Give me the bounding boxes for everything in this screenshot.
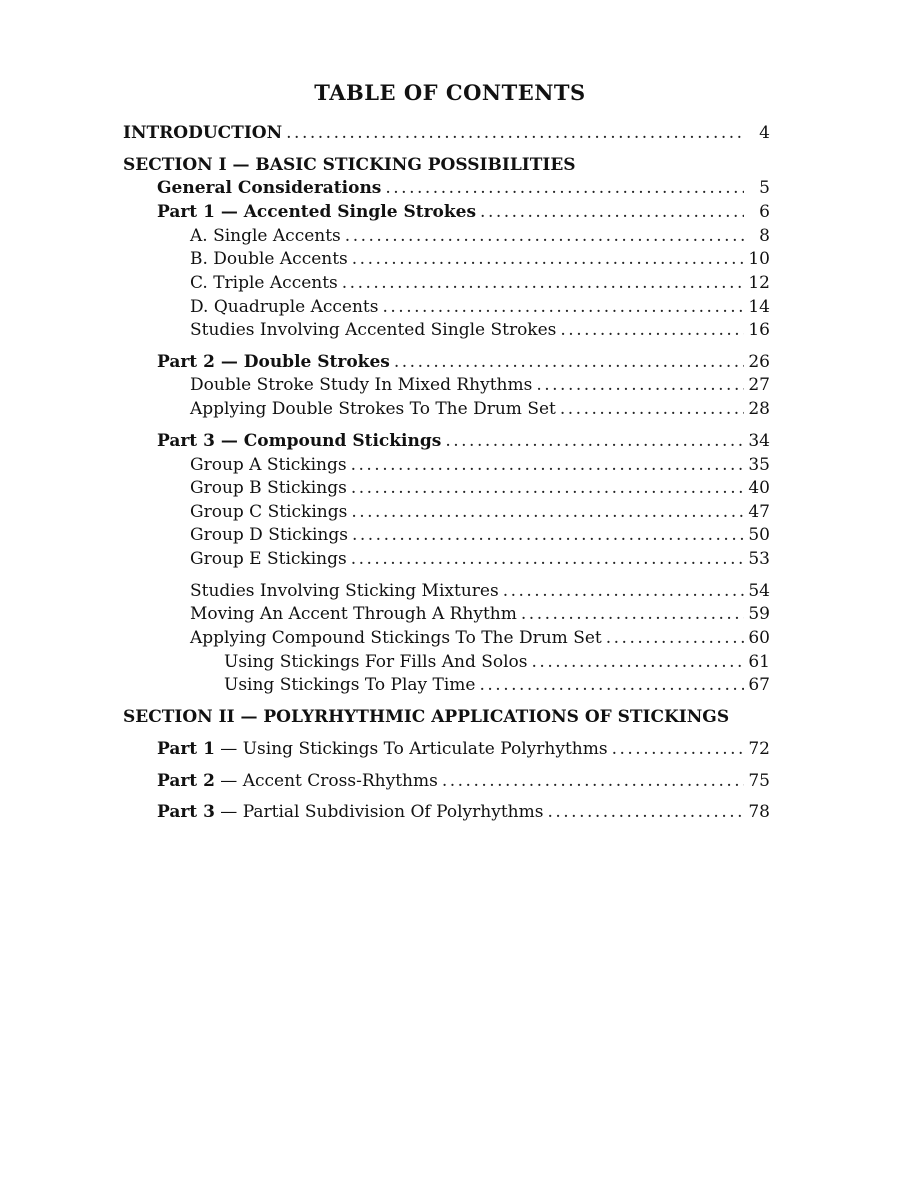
entry-label: Part 3 — Partial Subdivision Of Polyrhythms (157, 802, 544, 822)
entry-page: 4 (759, 123, 770, 143)
entry-page: 54 (748, 581, 770, 601)
entry-page: 59 (748, 604, 770, 624)
dot-leader (480, 201, 744, 223)
dot-leader (445, 430, 744, 452)
dot-leader (503, 580, 744, 602)
toc-entry[interactable] (190, 627, 770, 649)
part-number: Part 3 (157, 802, 215, 822)
dot-leader (345, 225, 744, 247)
toc-entry[interactable] (224, 674, 770, 696)
entry-page: 14 (748, 297, 770, 317)
dot-leader (352, 248, 744, 270)
toc-entry[interactable] (224, 651, 770, 673)
entry-page: 28 (748, 399, 770, 419)
entry-page: 53 (748, 549, 770, 569)
entry-label: Part 1 — Using Stickings To Articulate Polyrhythms (157, 739, 608, 759)
entry-page: 8 (759, 226, 770, 246)
dot-leader (560, 398, 744, 420)
toc-entry-s2-part1[interactable] (157, 738, 770, 760)
dot-leader (385, 177, 744, 199)
dot-leader (521, 603, 744, 625)
entry-page: 27 (748, 375, 770, 395)
toc-entry[interactable] (190, 398, 770, 420)
entry-label: Using Stickings To Play Time (224, 675, 476, 695)
toc-entry-part3[interactable] (157, 430, 770, 452)
entry-label: B. Double Accents (190, 249, 348, 269)
part-title: Using Stickings To Articulate Polyrhythms (242, 739, 608, 759)
toc-entry[interactable] (190, 248, 770, 270)
entry-label: Moving An Accent Through A Rhythm (190, 604, 517, 624)
entry-label: Part 3 — Compound Stickings (157, 431, 442, 451)
toc-entry[interactable] (190, 548, 770, 570)
entry-label: Group B Stickings (190, 478, 347, 498)
dot-leader (612, 738, 744, 760)
entry-page: 34 (748, 431, 770, 451)
toc-entry[interactable] (190, 501, 770, 523)
entry-page: 67 (748, 675, 770, 695)
toc-entry[interactable] (190, 603, 770, 625)
entry-label: Part 1 — Accented Single Strokes (157, 202, 477, 222)
entry-label: Group D Stickings (190, 525, 348, 545)
entry-page: 50 (748, 525, 770, 545)
entry-label: INTRODUCTION (123, 123, 283, 143)
entry-page: 10 (748, 249, 770, 269)
entry-page: 35 (748, 455, 770, 475)
dot-leader (351, 548, 744, 570)
dot-leader (352, 524, 744, 546)
part-title: Accent Cross-Rhythms (242, 771, 438, 791)
entry-page: 61 (748, 652, 770, 672)
toc-entry[interactable] (190, 477, 770, 499)
entry-page: 5 (759, 178, 770, 198)
entry-page: 40 (748, 478, 770, 498)
toc-entry[interactable] (190, 454, 770, 476)
dot-leader (536, 374, 744, 396)
entry-page: 75 (748, 771, 770, 791)
toc-entry[interactable] (190, 296, 770, 318)
entry-label: Part 2 — Double Strokes (157, 352, 390, 372)
toc-entry[interactable] (190, 524, 770, 546)
part-number: Part 1 (157, 739, 215, 759)
dot-leader (342, 272, 744, 294)
entry-label: General Considerations (157, 178, 382, 198)
entry-label: Double Stroke Study In Mixed Rhythms (190, 375, 533, 395)
entry-label: Group A Stickings (190, 455, 347, 475)
dot-leader (606, 627, 744, 649)
part-title: Partial Subdivision Of Polyrhythms (242, 802, 544, 822)
dot-leader (382, 296, 744, 318)
dot-leader (442, 770, 744, 792)
entry-label: C. Triple Accents (190, 273, 338, 293)
entry-label: Studies Involving Sticking Mixtures (190, 581, 499, 601)
toc-entry-s2-part3[interactable] (157, 801, 770, 823)
dot-leader (351, 501, 744, 523)
toc-entry-part2[interactable] (157, 351, 770, 373)
dot-leader (547, 801, 744, 823)
page-title: TABLE OF CONTENTS (314, 80, 586, 105)
entry-page: 60 (748, 628, 770, 648)
entry-page: 78 (748, 802, 770, 822)
toc-entry[interactable] (190, 272, 770, 294)
entry-label: Applying Double Strokes To The Drum Set (190, 399, 556, 419)
dot-leader (480, 674, 745, 696)
section-title: SECTION II — POLYRHYTHMIC APPLICATIONS OF STICKINGS (123, 707, 730, 727)
toc-entry[interactable] (190, 580, 770, 602)
entry-page: 47 (748, 502, 770, 522)
entry-label: Studies Involving Accented Single Strokes (190, 320, 557, 340)
dot-leader (394, 351, 744, 373)
dot-leader (560, 319, 744, 341)
part-number: Part 2 (157, 771, 215, 791)
entry-label: D. Quadruple Accents (190, 297, 379, 317)
entry-page: 26 (748, 352, 770, 372)
entry-page: 12 (748, 273, 770, 293)
dot-leader (286, 122, 744, 144)
entry-label: Group E Stickings (190, 549, 347, 569)
dot-leader (532, 651, 744, 673)
entry-label: Applying Compound Stickings To The Drum Set (190, 628, 602, 648)
dot-leader (351, 477, 744, 499)
section-title: SECTION I — BASIC STICKING POSSIBILITIES (123, 155, 576, 175)
toc-entry-introduction[interactable] (123, 122, 770, 144)
entry-label: Part 2 — Accent Cross-Rhythms (157, 771, 438, 791)
section-2-heading (123, 706, 729, 728)
entry-label: Using Stickings For Fills And Solos (224, 652, 528, 672)
entry-label: Group C Stickings (190, 502, 348, 522)
section-1-heading (123, 154, 576, 176)
toc-entry[interactable] (190, 319, 770, 341)
entry-page: 16 (748, 320, 770, 340)
toc-entry[interactable] (190, 374, 770, 396)
toc-entry-s2-part2[interactable] (157, 770, 770, 792)
entry-label: A. Single Accents (190, 226, 341, 246)
toc-entry-part1[interactable] (157, 201, 770, 223)
dot-leader (351, 454, 744, 476)
toc-entry[interactable] (190, 225, 770, 247)
entry-page: 6 (759, 202, 770, 222)
toc-entry-general[interactable] (157, 177, 770, 199)
entry-page: 72 (748, 739, 770, 759)
